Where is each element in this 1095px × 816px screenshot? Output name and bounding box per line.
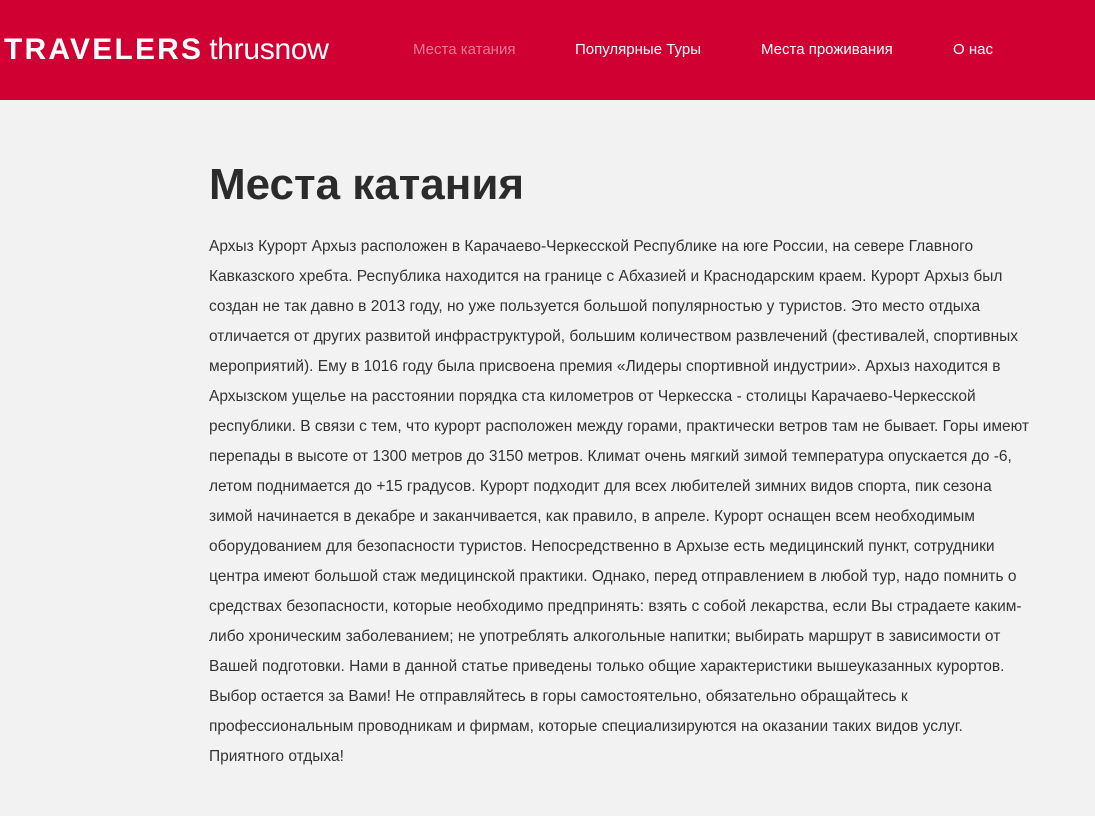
nav-item-about[interactable]: О нас [953, 41, 993, 58]
logo-word-thrusnow: thrusnow [209, 33, 329, 66]
site-header [0, 0, 1095, 100]
nav-item-accommodation[interactable]: Места проживания [761, 41, 893, 58]
nav-item-ski-places[interactable]: Места катания [413, 41, 516, 58]
main-content [209, 158, 1034, 772]
site-logo[interactable] [4, 32, 329, 68]
logo-word-travelers: TRAVELERS [4, 33, 204, 66]
article-text: Архыз Курорт Архыз расположен в Карачаево-Черкесской Республике на юге России, на севере Главного Кавказского хребта. Республика находится на границе с Абхазией и Краснодарским краем. Курорт Архыз был создан не так давно в 2013 году, но уже пользуется большой популярностью у туристов. Это место отдыха отличается от других развитой инфраструктурой, большим количеством развлечений (фестивалей, спортивных мероприятий). Ему в 1016 году была присвоена премия «Лидеры спортивной индустрии». Архыз находится в Архызском ущелье на расстоянии порядка ста километров от Черкесска - столицы Карачаево-Черкесской республики. В связи с тем, что курорт расположен между горами, практически ветров там не бывает. Горы имеют перепады в высоте от 1300 метров до 3150 метров. Климат очень мягкий зимой температура опускается до -6, летом поднимается до +15 градусов. Курорт подходит для всех любителей зимних видов спорта, пик сезона зимой начинается в декабре и заканчивается, как правило, в апреле. Курорт оснащен всем необходимым оборудованием для безопасности туристов. Непосредственно в Архызе есть медицинский пункт, сотрудники центра имеют большой стаж медицинской практики. Однако, перед отправлением в любой тур, надо помнить о средствах безопасности, которые необходимо предпринять: взять с собой лекарства, если Вы страдаете каким-либо хроническим заболеванием; не употреблять алкогольные напитки; выбирать маршрут в зависимости от Вашей подготовки. Нами в данной статье приведены только общие характеристики вышеуказанных курортов. Выбор остается за Вами! Не отправляйтесь в горы самостоятельно, обязательно обращайтесь к профессиональным проводникам и фирмам, которые специализируются на оказании таких видов услуг. Приятного отдыха! [209, 238, 1030, 765]
page-title: Места катания [209, 160, 525, 209]
nav-item-popular-tours[interactable]: Популярные Туры [575, 41, 701, 58]
